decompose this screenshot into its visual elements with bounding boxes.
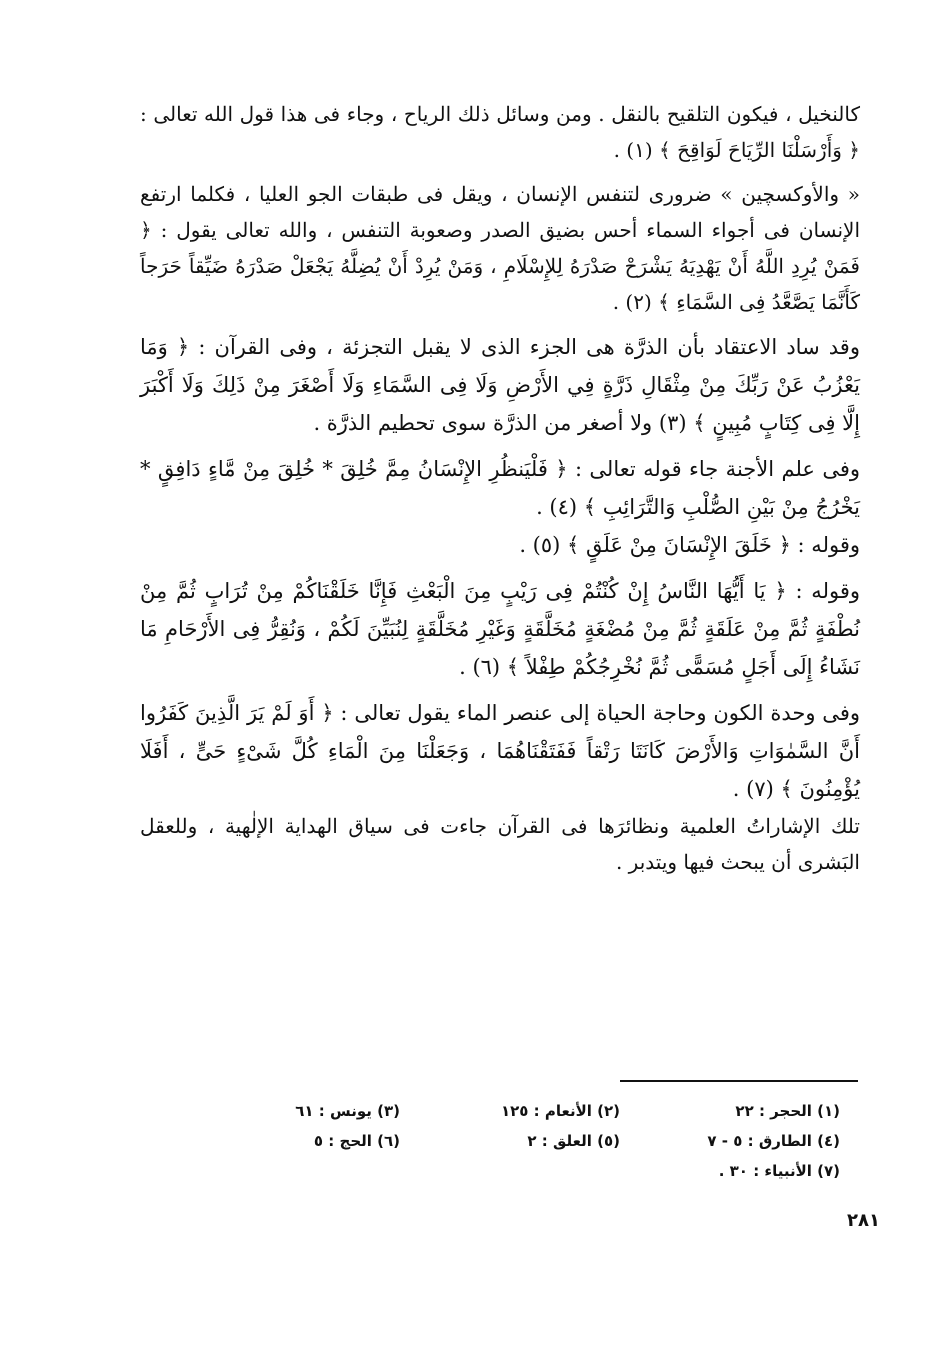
paragraph-oxygen: « والأوكسچين » ضرورى لتنفس الإنسان ، ويقل فى طبقات الجو العليا ، فكلما ارتفع الإنسان فى أجواء السماء أحس بضيق الصدر وصعوبة التنفس ، والله تعالى يقول : ﴿ فَمَنْ يُرِدِ اللَّهُ أَنْ يَهْدِيَهُ يَشْرَحْ صَدْرَهُ لِلإِسْلَامِ ، وَمَنْ يُرِدْ أَنْ يُضِلَّهُ يَجْعَلْ صَدْرَهُ ضَيِّقاً حَرَجاً كَأَنَّمَا يَصَّعَّدُ فِى السَّمَاءِ ﴾ (٢) . bbox=[140, 182, 860, 314]
footnote-row bbox=[180, 1096, 840, 1126]
footnote-3: (٣) يونس : ٦١ bbox=[295, 1102, 400, 1120]
paragraph-embryology: وفى علم الأجنة جاء قوله تعالى : ﴿ فَلْيَنظُرِ الإِنْسَانُ مِمَّ خُلِقَ * خُلِقَ مِنْ مَّاءٍ دَافِقٍ * يَخْرُجُ مِنْ بَيْنِ الصُّلْبِ وَالتَّرَائِبِ ﴾ (٤) . bbox=[140, 457, 860, 519]
footnote-1: (١) الحجر : ٢٢ bbox=[735, 1102, 840, 1120]
footnotes bbox=[180, 1096, 840, 1186]
paragraph-pollination: كالنخيل ، فيكون التلقيح بالنقل . ومن وسائل ذلك الرياح ، وجاء فى هذا قول الله تعالى : ﴿ وَأَرْسَلْنَا الرِّيَاحَ لَوَاقِحَ ﴾ (١) . bbox=[140, 102, 860, 162]
page-number: ٢٨١ bbox=[847, 1210, 880, 1231]
paragraph-atom: وقد ساد الاعتقاد بأن الذرَّة هى الجزء الذى لا يقبل التجزئة ، وفى القرآن : ﴿ وَمَا يَعْزُبُ عَنْ رَبِّكَ مِنْ مِثْقَالِ ذَرَّةٍ فِي الأَرْضِ وَلَا فِى السَّمَاءِ وَلَا أَصْغَرَ مِنْ ذَلِكَ وَلَا أَكْبَرَ إِلَّا فِى كِتَابٍ مُبِينٍ ﴾ (٣) ولا أصغر من الذرَّة سوى تحطيم الذرَّة . bbox=[140, 335, 860, 435]
paragraph-water-unity: وفى وحدة الكون وحاجة الحياة إلى عنصر الماء يقول تعالى : ﴿ أَوَ لَمْ يَرَ الَّذِينَ كَفَرُوا أَنَّ السَّمٰوَاتِ وَالأَرْضَ كَانَتَا رَتْقاً فَفَتَقْنَاهُمَا ، وَجَعَلْنَا مِنَ الْمَاءِ كُلَّ شَىْءٍ حَىٍّ ، أَفَلَا يُؤْمِنُونَ ﴾ (٧) . bbox=[140, 701, 860, 801]
footnote-row bbox=[180, 1126, 840, 1156]
body-text bbox=[140, 96, 860, 880]
footnote-6: (٦) الحج : ٥ bbox=[313, 1132, 400, 1150]
paragraph-conclusion: تلك الإشاراتُ العلمية ونظائرَها فى القرآن جاءت فى سياق الهداية الإلٰهية ، وللعقل البَشرى أن يبحث فيها ويتدبر . bbox=[140, 814, 860, 874]
paragraph-creation-stages: وقوله : ﴿ يَا أَيُّهَا النَّاسُ إِنْ كُنْتُمْ فِى رَيْبٍ مِنَ الْبَعْثِ فَإِنَّا خَلَقْنَاكُمْ مِنْ تُرَابٍ ثُمَّ مِنْ نُطْفَةٍ ثُمَّ مِنْ عَلَقَةٍ ثُمَّ مِنْ مُضْغَةٍ مُخَلَّقَةٍ وَغَيْرِ مُخَلَّقَةٍ لِنُبَيِّنَ لَكُمْ ، وَنُقِرُّ فِى الأَرْحَامِ مَا نَشَاءُ إِلَى أَجَلٍ مُسَمًّى ثُمَّ نُخْرِجُكُمْ طِفْلاً ﴾ (٦) . bbox=[140, 579, 860, 679]
footnote-2: (٢) الأنعام : ١٢٥ bbox=[500, 1102, 620, 1120]
footnote-7: (٧) الأنبياء : ٣٠ . bbox=[718, 1162, 840, 1180]
footnote-5: (٥) العلق : ٢ bbox=[527, 1132, 620, 1150]
paragraph-alaq: وقوله : ﴿ خَلَقَ الإِنْسَانَ مِنْ عَلَقٍ ﴾ (٥) . bbox=[519, 533, 860, 557]
footnote-4: (٤) الطارق : ٥ - ٧ bbox=[707, 1132, 840, 1150]
footnote-divider bbox=[620, 1080, 858, 1082]
footnote-row bbox=[180, 1156, 840, 1186]
